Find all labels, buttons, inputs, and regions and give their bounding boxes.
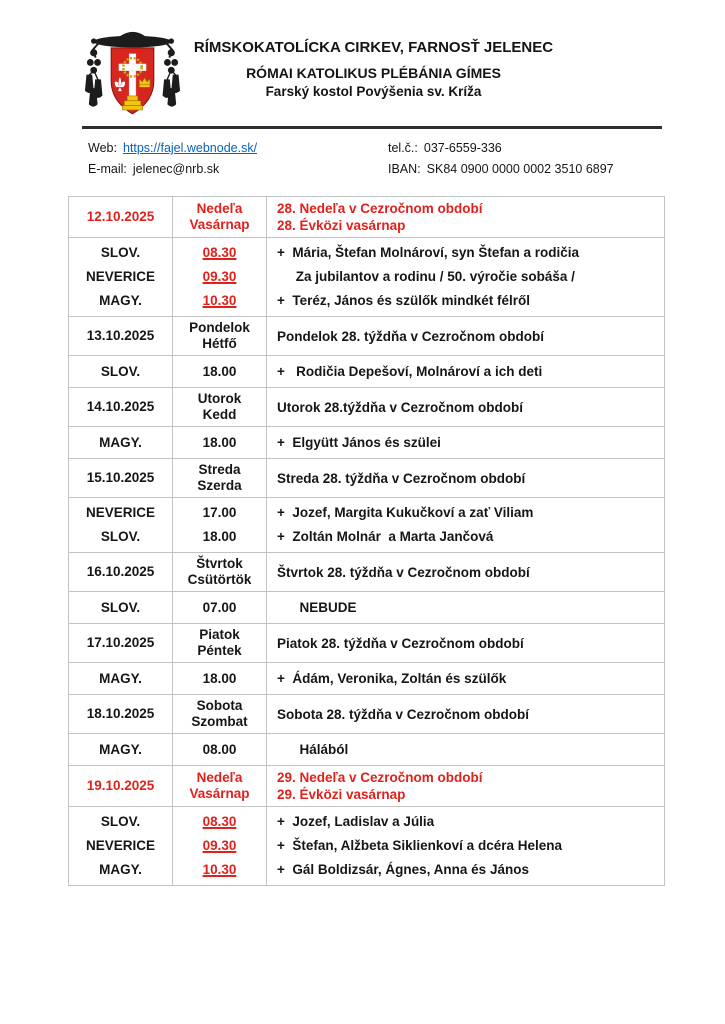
- schedule-day-row: [69, 765, 664, 806]
- mass-time: 18.00: [202, 363, 237, 379]
- date-text: 15.10.2025: [86, 470, 155, 485]
- mass-time: 18.00: [202, 529, 237, 544]
- schedule-day-row: [69, 316, 664, 355]
- location-label: SLOV.: [100, 245, 141, 260]
- date-cell: [69, 553, 172, 591]
- mass-intention: + Elgyütt János és szülei: [277, 434, 441, 450]
- mass-intention: + Jozef, Ladislav a Júlia: [277, 814, 435, 829]
- time-cell: [172, 356, 266, 387]
- location-label: MAGY.: [99, 670, 142, 686]
- date-text: 18.10.2025: [86, 706, 155, 721]
- mass-time: 07.00: [202, 599, 237, 615]
- time-cell: [172, 238, 266, 316]
- date-cell: [69, 695, 172, 733]
- day-name-cell: [172, 388, 266, 426]
- mass-time: 08.00: [202, 741, 237, 757]
- time-cell: [172, 498, 266, 552]
- date-text: 14.10.2025: [86, 399, 155, 414]
- contact-left-column: [88, 138, 257, 180]
- time-cell: [172, 592, 266, 623]
- mass-intention: Hálából: [277, 741, 349, 757]
- day-name: Kedd: [202, 407, 237, 422]
- mass-time: 18.00: [202, 670, 237, 686]
- feast-name: 28. Évközi vasárnap: [277, 218, 406, 233]
- intention-cell: [266, 427, 664, 458]
- schedule-mass-row: [69, 426, 664, 458]
- location-cell: [69, 734, 172, 765]
- email-label: E-mail:: [88, 162, 127, 176]
- schedule-mass-row: [69, 355, 664, 387]
- day-name: Nedeľa: [196, 201, 243, 216]
- mass-intention: + Jozef, Margita Kukučkoví a zať Viliam: [277, 505, 534, 520]
- intention-cell: [266, 807, 664, 885]
- intention-cell: [266, 592, 664, 623]
- schedule-day-row: [69, 197, 664, 237]
- header-titles: [85, 39, 662, 99]
- intention-cell: [266, 356, 664, 387]
- location-label: MAGY.: [99, 434, 142, 450]
- mass-time: 08.30: [202, 814, 237, 829]
- schedule-mass-row: [69, 662, 664, 694]
- day-name: Vasárnap: [189, 217, 250, 232]
- time-cell: [172, 427, 266, 458]
- schedule-table: [68, 196, 665, 886]
- feast-cell: [266, 459, 664, 497]
- schedule-mass-row: [69, 733, 664, 765]
- mass-time: 17.00: [202, 505, 237, 520]
- mass-time: 09.30: [202, 838, 237, 853]
- date-cell: [69, 624, 172, 662]
- tel-label: tel.č.:: [388, 141, 418, 155]
- location-cell: [69, 427, 172, 458]
- location-cell: [69, 238, 172, 316]
- schedule-day-row: [69, 458, 664, 497]
- mass-intention: Za jubilantov a rodinu / 50. výročie sobáša /: [277, 269, 575, 284]
- feast-name: 28. Nedeľa v Cezročnom období: [277, 201, 483, 216]
- day-name: Hétfő: [202, 336, 237, 351]
- location-label: MAGY.: [99, 293, 142, 308]
- location-cell: [69, 663, 172, 694]
- day-name-cell: [172, 317, 266, 355]
- feast-cell: [266, 388, 664, 426]
- tel-row: [388, 138, 614, 159]
- schedule-day-row: [69, 694, 664, 733]
- mass-intention: + Zoltán Molnár a Marta Jančová: [277, 529, 494, 544]
- schedule-mass-row: [69, 591, 664, 623]
- feast-cell: [266, 553, 664, 591]
- day-name: Pondelok: [189, 320, 250, 335]
- time-cell: [172, 663, 266, 694]
- day-name-cell: [172, 624, 266, 662]
- schedule-day-row: [69, 387, 664, 426]
- day-name: Csütörtök: [187, 572, 252, 587]
- location-label: MAGY.: [99, 741, 142, 757]
- email-row: [88, 159, 257, 180]
- mass-intention: + Rodičia Depešoví, Molnároví a ich deti: [277, 363, 543, 379]
- location-label: NEVERICE: [85, 838, 156, 853]
- mass-time: 10.30: [202, 862, 237, 877]
- iban-value: SK84 0900 0000 0002 3510 6897: [426, 162, 614, 176]
- mass-time: 08.30: [202, 245, 237, 260]
- contact-right-column: [388, 138, 614, 180]
- day-name: Szombat: [191, 714, 248, 729]
- web-label: Web:: [88, 141, 117, 155]
- day-name: Štvrtok: [196, 556, 243, 571]
- location-label: NEVERICE: [85, 505, 156, 520]
- location-label: MAGY.: [99, 862, 142, 877]
- parish-title-slovak: RÍMSKOKATOLÍCKA CIRKEV, FARNOSŤ JELENEC: [193, 39, 554, 56]
- location-label: SLOV.: [100, 363, 141, 379]
- feast-cell: [266, 197, 664, 237]
- feast-name: 29. Évközi vasárnap: [277, 787, 406, 802]
- day-name: Péntek: [197, 643, 242, 658]
- schedule-day-row: [69, 623, 664, 662]
- mass-intention: + Gál Boldizsár, Ágnes, Anna és János: [277, 862, 529, 877]
- feast-cell: [266, 317, 664, 355]
- mass-intention: + Štefan, Alžbeta Siklienkoví a dcéra Helena: [277, 838, 562, 853]
- day-name-cell: [172, 695, 266, 733]
- feast-cell: [266, 766, 664, 806]
- date-text: 13.10.2025: [86, 328, 155, 343]
- church-subtitle: Farský kostol Povýšenia sv. Kríža: [265, 84, 482, 99]
- day-name: Nedeľa: [196, 770, 243, 785]
- feast-cell: [266, 695, 664, 733]
- location-label: SLOV.: [100, 814, 141, 829]
- header-divider: [82, 126, 662, 129]
- day-name-cell: [172, 553, 266, 591]
- mass-time: 09.30: [202, 269, 237, 284]
- date-cell: [69, 197, 172, 237]
- date-cell: [69, 388, 172, 426]
- schedule-mass-row: [69, 237, 664, 316]
- mass-intention: NEBUDE: [277, 599, 357, 615]
- location-cell: [69, 356, 172, 387]
- date-cell: [69, 766, 172, 806]
- date-cell: [69, 317, 172, 355]
- date-cell: [69, 459, 172, 497]
- location-label: SLOV.: [100, 599, 141, 615]
- mass-time: 10.30: [202, 293, 237, 308]
- day-name-cell: [172, 766, 266, 806]
- intention-cell: [266, 734, 664, 765]
- location-label: NEVERICE: [85, 269, 156, 284]
- web-link[interactable]: https://fajel.webnode.sk/: [122, 141, 258, 155]
- intention-cell: [266, 663, 664, 694]
- mass-intention: + Mária, Štefan Molnároví, syn Štefan a rodičia: [277, 245, 579, 260]
- location-cell: [69, 498, 172, 552]
- day-name: Vasárnap: [189, 786, 250, 801]
- email-value: jelenec@nrb.sk: [132, 162, 220, 176]
- day-name: Utorok: [197, 391, 242, 406]
- intention-cell: [266, 498, 664, 552]
- time-cell: [172, 807, 266, 885]
- date-text: 12.10.2025: [86, 209, 155, 224]
- location-label: SLOV.: [100, 529, 141, 544]
- schedule-mass-row: [69, 497, 664, 552]
- iban-row: [388, 159, 614, 180]
- day-name: Szerda: [197, 478, 242, 493]
- feast-name: Sobota 28. týždňa v Cezročnom období: [277, 706, 530, 722]
- date-text: 19.10.2025: [86, 778, 155, 793]
- web-row: [88, 138, 257, 159]
- day-name-cell: [172, 197, 266, 237]
- feast-name: Streda 28. týždňa v Cezročnom období: [277, 470, 526, 486]
- intention-cell: [266, 238, 664, 316]
- iban-label: IBAN:: [388, 162, 421, 176]
- schedule-mass-row: [69, 806, 664, 885]
- date-text: 16.10.2025: [86, 564, 155, 579]
- day-name: Streda: [198, 462, 241, 477]
- day-name: Piatok: [199, 627, 240, 642]
- day-name: Sobota: [196, 698, 243, 713]
- date-text: 17.10.2025: [86, 635, 155, 650]
- mass-intention: + Ádám, Veronika, Zoltán és szülők: [277, 670, 507, 686]
- feast-name: Štvrtok 28. týždňa v Cezročnom období: [277, 564, 530, 580]
- mass-time: 18.00: [202, 434, 237, 450]
- mass-intention: + Teréz, János és szülők mindkét félről: [277, 293, 530, 308]
- location-cell: [69, 807, 172, 885]
- day-name-cell: [172, 459, 266, 497]
- tel-value: 037-6559-336: [423, 141, 502, 155]
- feast-name: 29. Nedeľa v Cezročnom období: [277, 770, 483, 785]
- location-cell: [69, 592, 172, 623]
- feast-name: Piatok 28. týždňa v Cezročnom období: [277, 635, 524, 651]
- time-cell: [172, 734, 266, 765]
- feast-name: Pondelok 28. týždňa v Cezročnom období: [277, 328, 545, 344]
- feast-name: Utorok 28.týždňa v Cezročnom období: [277, 399, 524, 415]
- parish-title-hungarian: RÓMAI KATOLIKUS PLÉBÁNIA GÍMES: [246, 65, 501, 81]
- schedule-day-row: [69, 552, 664, 591]
- feast-cell: [266, 624, 664, 662]
